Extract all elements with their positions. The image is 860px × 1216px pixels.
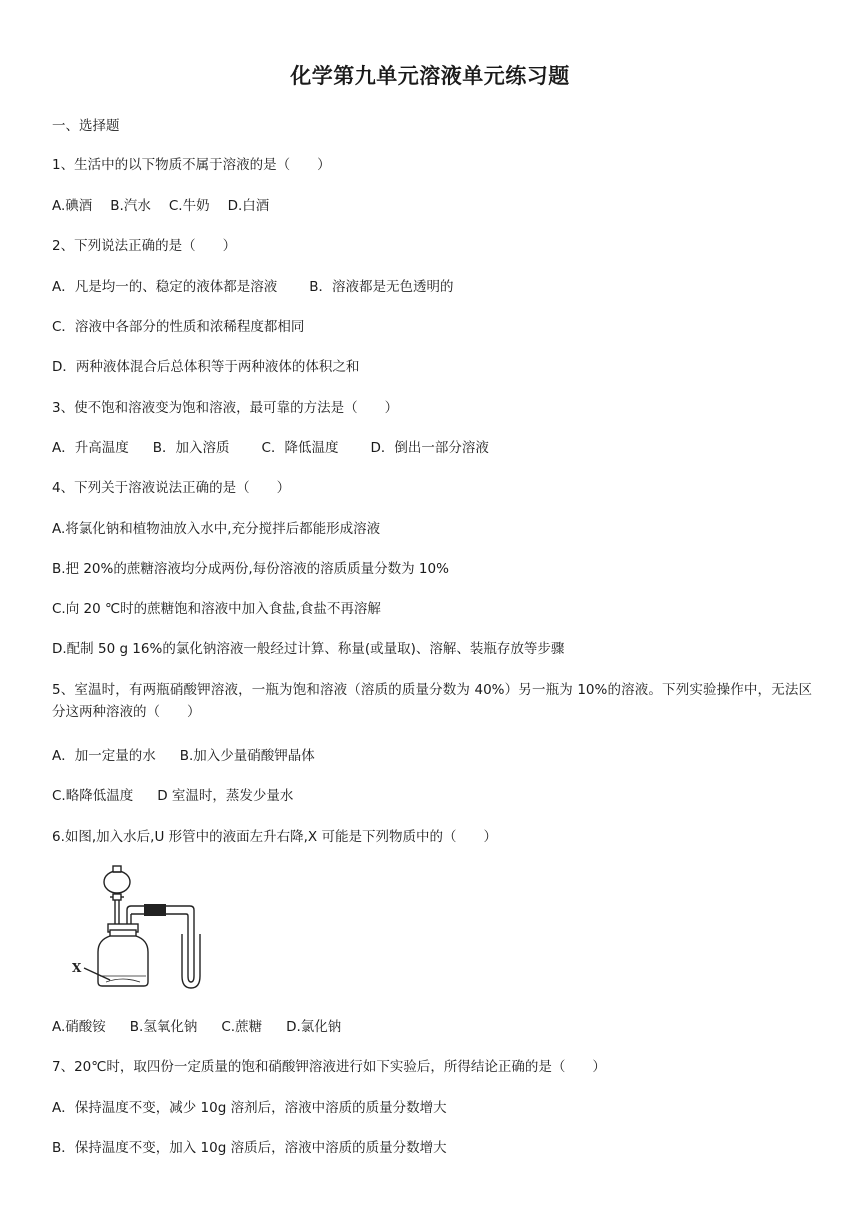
option-a: A．升高温度: [52, 440, 129, 456]
option-d: D．两种液体混合后总体积等于两种液体的体积之和: [52, 359, 360, 375]
section-heading: 一、选择题: [52, 118, 120, 134]
question-6-stem: 6.如图,加入水后,U 形管中的液面左升右降,X 可能是下列物质中的（ ）: [52, 829, 497, 845]
option-a: A．加一定量的水: [52, 748, 156, 764]
question-7-stem: 7、20℃时，取四份一定质量的饱和硝酸钾溶液进行如下实验后，所得结论正确的是（ ）: [52, 1059, 606, 1075]
question-3-stem: 3、使不饱和溶液变为饱和溶液，最可靠的方法是（ ）: [52, 400, 399, 416]
option-c: C.略降低温度: [52, 788, 134, 804]
option-c: C.蔗糖: [221, 1019, 263, 1035]
option-d: D.氯化钠: [286, 1019, 342, 1035]
option-d: D．倒出一部分溶液: [370, 440, 489, 456]
question-5-options-ab: [52, 745, 812, 767]
option-d: D 室温时，蒸发少量水: [157, 788, 294, 804]
question-4-stem: 4、下列关于溶液说法正确的是（ ）: [52, 480, 291, 496]
option-b: B.氢氧化钠: [129, 1019, 198, 1035]
figure-label-x: X: [72, 961, 82, 975]
question-2-options-ab: [52, 276, 812, 298]
question-3-options: [52, 437, 812, 459]
option-c: C.向 20 ℃时的蔗糖饱和溶液中加入食盐,食盐不再溶解: [52, 601, 381, 617]
u-tube-apparatus-figure: [70, 864, 210, 994]
question-6-options: [52, 1016, 812, 1038]
option-c: C．溶液中各部分的性质和浓稀程度都相同: [52, 319, 305, 335]
option-b: B．加入溶质: [152, 440, 230, 456]
option-b: B．溶液都是无色透明的: [309, 279, 454, 295]
question-2-stem: 2、下列说法正确的是（ ）: [52, 238, 237, 254]
option-d: D.白酒: [227, 198, 270, 214]
question-5-options-cd: [52, 785, 812, 807]
option-c: C．降低温度: [261, 440, 339, 456]
funnel-bulb: [104, 871, 130, 893]
question-5-stem: 5、室温时，有两瓶硝酸钾溶液，一瓶为饱和溶液（溶质的质量分数为 40%）另一瓶为 10%的溶液。下列实验操作中，无法区分这两种溶液的（ ）: [52, 682, 812, 720]
option-b: B.汽水: [110, 198, 151, 214]
option-c: C.牛奶: [168, 198, 210, 214]
option-b: B.把 20%的蔗糖溶液均分成两份,每份溶液的溶质质量分数为 10%: [52, 561, 449, 577]
option-b: B.加入少量硝酸钾晶体: [179, 748, 315, 764]
question-1-options: [52, 195, 812, 217]
option-a: A．保持温度不变，减少 10g 溶剂后，溶液中溶质的质量分数增大: [52, 1100, 447, 1116]
option-a: A．凡是均一的、稳定的液体都是溶液: [52, 279, 278, 295]
page-title: 化学第九单元溶液单元练习题: [290, 64, 570, 88]
option-a: A.将氯化钠和植物油放入水中,充分搅拌后都能形成溶液: [52, 521, 381, 537]
question-1-stem: 1、生活中的以下物质不属于溶液的是（ ）: [52, 157, 331, 173]
option-a: A.碘酒: [52, 198, 93, 214]
option-d: D.配制 50 g 16%的氯化钠溶液一般经过计算、称量(或量取)、溶解、装瓶存放等步骤: [52, 641, 565, 657]
rubber-tube: [144, 904, 166, 916]
option-b: B．保持温度不变，加入 10g 溶质后，溶液中溶质的质量分数增大: [52, 1140, 447, 1156]
option-a: A.硝酸铵: [52, 1019, 106, 1035]
